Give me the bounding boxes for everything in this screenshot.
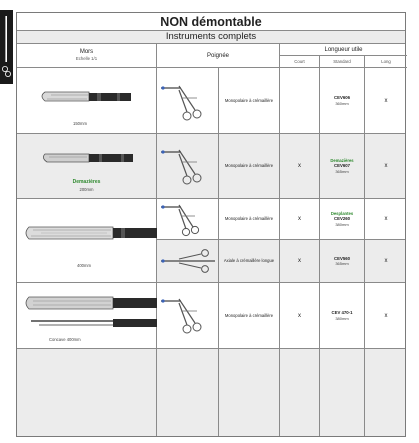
- handle-desc-cell: [219, 240, 280, 282]
- jaw-cell: [17, 68, 157, 133]
- long-cell: [365, 199, 407, 239]
- standard-cell: [320, 134, 365, 198]
- table-subtitle: Instruments complets: [17, 31, 405, 44]
- table-row: [17, 283, 405, 349]
- court-cell: [280, 240, 320, 282]
- handle-image-cell: [157, 199, 219, 239]
- court-cell: [280, 283, 320, 348]
- header-mors-label: Mors: [79, 49, 94, 55]
- jaw-image: [17, 68, 157, 134]
- table-title: NON démontable: [17, 13, 405, 31]
- empty-cell: [365, 349, 407, 436]
- empty-cell: [17, 349, 157, 436]
- jaw-caption: 200mm: [79, 187, 94, 192]
- long-value: x: [384, 163, 388, 169]
- pistol-handle-icon: [157, 68, 219, 134]
- header-poignee-label: Poignée: [206, 53, 230, 59]
- jaw-cell: [17, 199, 157, 282]
- header-long: Long: [381, 59, 391, 64]
- court-cell: [280, 68, 320, 133]
- long-cell: [365, 283, 407, 348]
- standard-dim: 365mm: [335, 168, 349, 174]
- header-longueur-label: Longueur utile: [280, 44, 407, 56]
- jaw-cell: [17, 134, 157, 198]
- handle-image-cell: [157, 240, 219, 282]
- long-value: x: [384, 312, 388, 319]
- standard-dim: 380mm: [335, 221, 349, 227]
- side-tab: [0, 10, 13, 84]
- pistol-handle-icon: [157, 199, 219, 240]
- table-row: [17, 68, 405, 134]
- handle-desc-cell: [219, 199, 280, 239]
- jaw-caption: 400mm: [77, 263, 91, 268]
- jaw-image: [17, 283, 157, 349]
- header-standard: Standard: [320, 56, 365, 67]
- standard-label: Desplantes: [330, 210, 354, 216]
- handle-image-cell: [157, 68, 219, 133]
- standard-code: CEV606: [333, 95, 350, 100]
- long-value: x: [384, 258, 388, 264]
- long-cell: [365, 134, 407, 198]
- standard-code: CEV260: [333, 216, 350, 222]
- handle-desc: Axiale à crémaillère longue: [223, 258, 275, 263]
- standard-dim: 365mm: [335, 261, 349, 266]
- table-row: [17, 134, 405, 199]
- standard-dim: 380mm: [335, 315, 349, 321]
- court-value: x: [298, 216, 301, 222]
- court-cell: [280, 134, 320, 198]
- long-cell: [365, 240, 407, 282]
- jaw-image: [17, 199, 157, 283]
- header-longueur: [280, 44, 407, 68]
- pistol-handle-icon: [157, 134, 219, 199]
- table-row: [17, 199, 405, 283]
- court-cell: [280, 199, 320, 239]
- handle-image-cell: [157, 283, 219, 348]
- handle-desc-cell: [219, 68, 280, 133]
- jaw-label: Demazières: [72, 179, 101, 185]
- header-mors: [17, 44, 157, 68]
- handle-subrow: [157, 199, 405, 240]
- jaw-caption: Concave 400mm: [49, 337, 81, 342]
- empty-cell: [157, 349, 219, 436]
- catalog-table: [16, 12, 406, 437]
- header-mors-scale: Echelle 1/1: [75, 56, 98, 61]
- handle-desc-cell: [219, 134, 280, 198]
- standard-cell: [320, 68, 365, 133]
- forceps-icon: [2, 14, 11, 80]
- handle-desc: Monopolaire à crémaillère: [224, 216, 274, 221]
- handle-desc: Monopolaire à crémaillère: [224, 163, 274, 168]
- handle-desc: Monopolaire à crémaillère: [224, 312, 274, 318]
- court-value: x: [298, 163, 301, 169]
- standard-dim: 360mm: [335, 100, 349, 106]
- standard-code: CEV560: [333, 255, 350, 261]
- header-poignee: [157, 44, 280, 68]
- standard-code: CEV607: [333, 163, 350, 169]
- long-cell: [365, 68, 407, 133]
- standard-cell: [320, 199, 365, 239]
- standard-label: Demazières: [330, 157, 354, 163]
- handle-desc: Monopolaire à crémaillère: [224, 97, 274, 103]
- long-value: x: [384, 97, 388, 104]
- handle-image-cell: [157, 134, 219, 198]
- long-value: x: [384, 216, 388, 222]
- standard-code: CEV 470-1: [331, 310, 353, 315]
- empty-row: [17, 349, 405, 436]
- court-value: x: [298, 258, 301, 264]
- empty-cell: [320, 349, 365, 436]
- court-value: x: [298, 312, 301, 319]
- standard-cell: [320, 240, 365, 282]
- empty-cell: [280, 349, 320, 436]
- jaw-caption: 150mm: [73, 121, 87, 126]
- jaw-cell: [17, 283, 157, 348]
- empty-cell: [219, 349, 280, 436]
- pistol-handle-icon: [157, 283, 219, 349]
- standard-cell: [320, 283, 365, 348]
- axial-handle-icon: [157, 240, 219, 282]
- header-court: Court: [280, 56, 320, 67]
- handle-desc-cell: [219, 283, 280, 348]
- handle-subrow: [157, 240, 405, 282]
